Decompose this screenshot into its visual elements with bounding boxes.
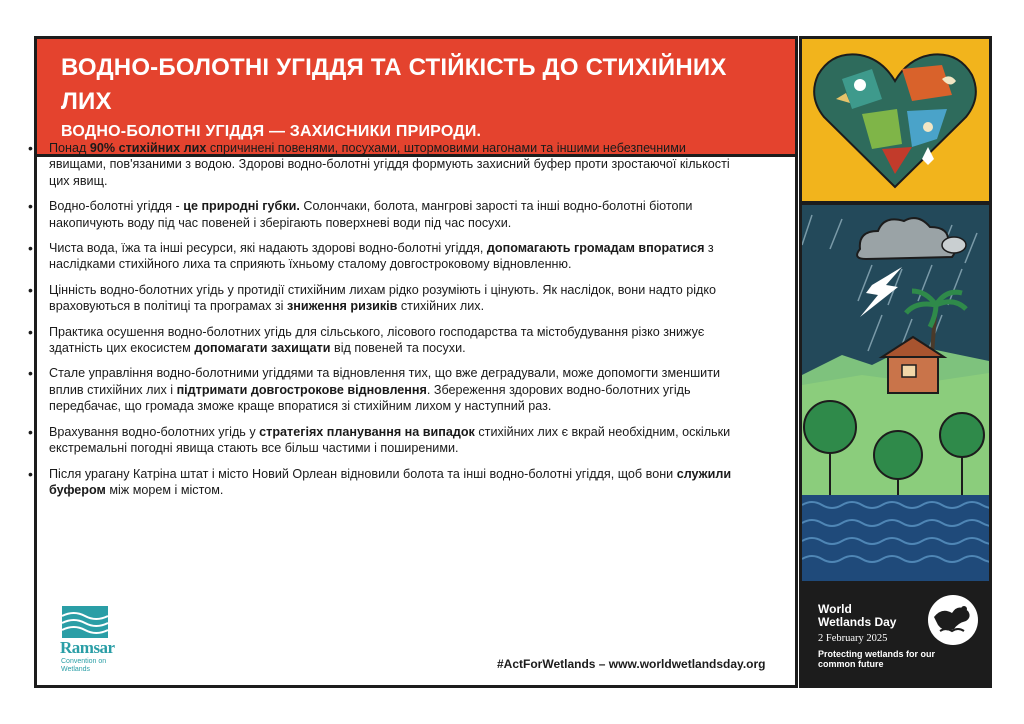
bullet-item: • Практика осушення водно-болотних угідь для сільського, лісового господарства та містобудування різко знижує здатність цих екосистем допомагати захищати від повеней та посухи. xyxy=(28,324,743,357)
wwd-slogan: Protecting wetlands for our common future xyxy=(818,649,936,669)
wetlands-globe-icon xyxy=(926,593,980,647)
bullet-item: • Водно-болотні угіддя - це природні губки. Солончаки, болота, мангрові зарості та інші водно-болотні біотопи накопичують воду під час повеней і зберігають поверхневі води під час посухи. xyxy=(28,198,743,231)
bullet-emphasis: це природні губки. xyxy=(183,199,300,214)
world-wetlands-day-panel xyxy=(802,585,989,685)
page-title: ВОДНО-БОЛОТНІ УГІДДЯ ТА СТІЙКІСТЬ ДО СТИХІЙНИХ ЛИХ xyxy=(61,54,727,115)
bullet-emphasis: служили буфером xyxy=(49,466,732,497)
wwd-title: World Wetlands Day xyxy=(818,602,897,629)
bullet-item: • Понад 90% стихійних лих спричинені повенями, посухами, штормовими нагонами та іншими небезпечними явищами, пов'язаними з водою. Здорові водно-болотні угіддя формують захисний буфер проти зростаючої кількості цих явищ. xyxy=(28,140,743,189)
page-subtitle: ВОДНО-БОЛОТНІ УГІДДЯ — ЗАХИСНИКИ ПРИРОДИ. xyxy=(61,123,482,140)
bullet-item: • Стале управління водно-болотними угіддями та відновлення тих, що вже деградували, може допомогти зменшити вплив стихійних лих і підтримати довгострокове відновлення. Збереження здорових водно-болотних угідь передбачає, що громада зможе краще впоратися зі стихійним лихом у наступний раз. xyxy=(28,365,743,414)
bullet-emphasis: допомагають громадам впоратися xyxy=(486,241,705,256)
bullet-item: • Чиста вода, їжа та інші ресурси, які надають здорові водно-болотні угіддя, допомагають громадам впоратися з наслідками стихійного лиха та сприяють їхньому сталому довгостроковому відновленню. xyxy=(28,240,743,273)
heart-mosaic-illustration xyxy=(802,39,989,201)
bullet-emphasis: підтримати довгострокове відновлення xyxy=(176,382,427,397)
storm-scene-panel xyxy=(802,205,989,581)
ramsar-name: Ramsar xyxy=(60,638,115,657)
bullet-emphasis: допомагати захищати xyxy=(194,341,331,356)
bullet-list xyxy=(28,140,743,507)
heart-panel xyxy=(802,39,989,201)
bullet-item: • Врахування водно-болотних угідь у стратегіях планування на випадок стихійних лих є вкрай необхідним, оскільки екстремальні погодні явища стають все більш частими і поширеними. xyxy=(28,424,743,457)
hashtag-website: #ActForWetlands – www.worldwetlandsday.org xyxy=(497,657,766,671)
ramsar-tagline: Convention on Wetlands xyxy=(61,658,107,673)
bullet-item: • Після урагану Катріна штат і місто Новий Орлеан відновили болота та інші водно-болотні угіддя, щоб вони служили буфером між морем і містом. xyxy=(28,466,743,499)
illustration-column xyxy=(799,36,992,688)
storm-flood-illustration xyxy=(802,205,989,581)
bullet-emphasis: 90% стихійних лих xyxy=(89,141,207,155)
bullet-item: • Цінність водно-болотних угідь у протидії стихійним лихам рідко розуміють і цінують. Як наслідок, вони надто рідко враховуються в політиці та програмах зі зниження ризиків стихійних лих. xyxy=(28,282,743,315)
wwd-date: 2 February 2025 xyxy=(818,633,888,644)
bullet-emphasis: зниження ризиків xyxy=(286,299,398,314)
bullet-emphasis: стратегіях планування на випадок xyxy=(259,424,475,439)
